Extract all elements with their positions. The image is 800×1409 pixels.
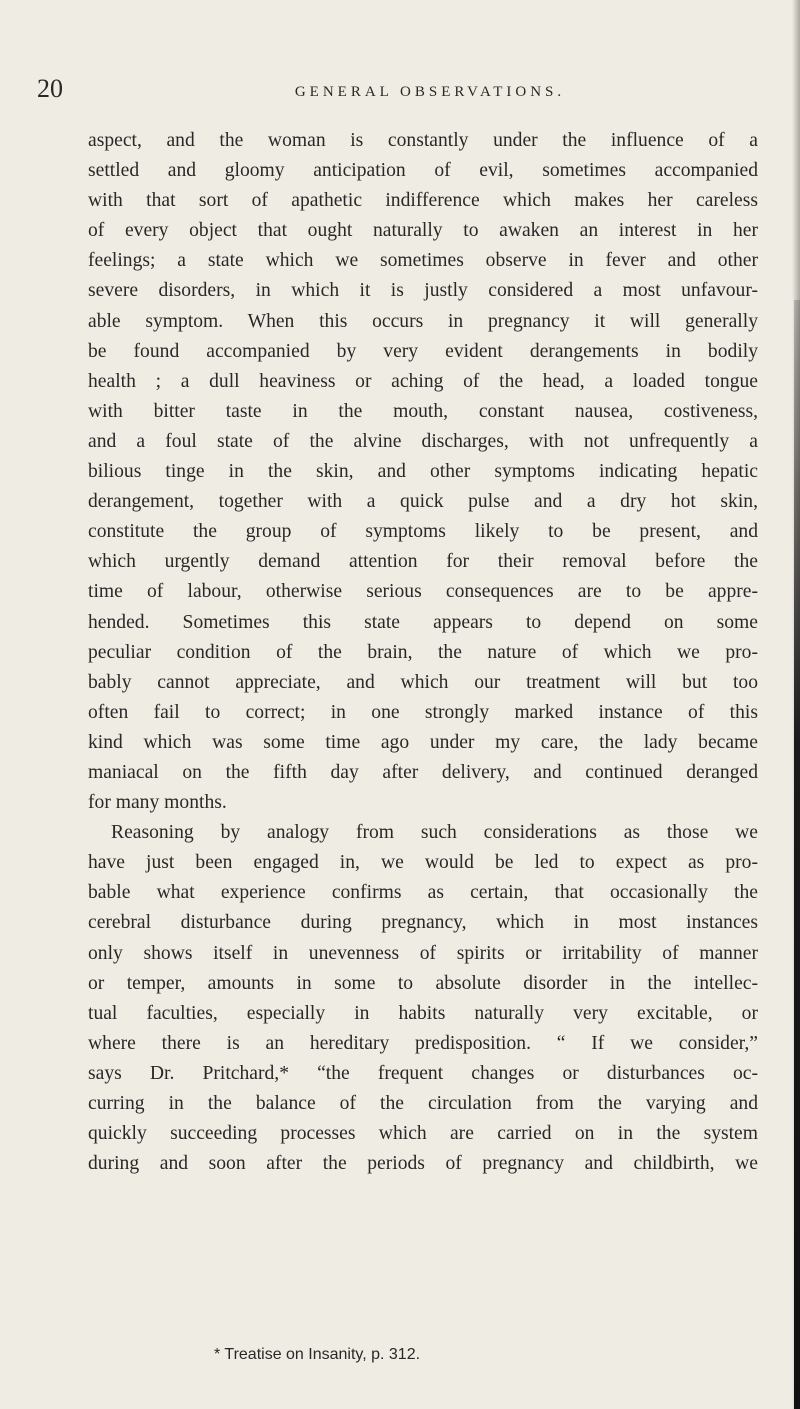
text-line: derangement, together with a quick pulse and a dry hot skin,: [88, 491, 758, 513]
text-line: time of labour, otherwise serious consequences are to be appre-: [88, 581, 758, 603]
text-line: health ; a dull heaviness or aching of the head, a loaded tongue: [88, 370, 758, 392]
text-line: kind which was some time ago under my care, the lady became: [88, 731, 758, 753]
text-line: have just been engaged in, we would be led to expect as pro-: [88, 852, 758, 874]
text-line: often fail to correct; in one strongly marked instance of this: [88, 701, 758, 723]
binding-edge: [794, 300, 800, 1409]
paragraph-start-line: Reasoning by analogy from such considerations as those we: [111, 822, 758, 844]
body-text: [88, 126, 758, 1179]
text-line: with that sort of apathetic indifference which makes her careless: [88, 190, 758, 212]
text-line: during and soon after the periods of pregnancy and childbirth, we: [88, 1153, 758, 1175]
text-line: for many months.: [88, 792, 227, 814]
text-line: settled and gloomy anticipation of evil, sometimes accompanied: [88, 160, 758, 182]
text-line: says Dr. Pritchard,* “the frequent changes or disturbances oc-: [88, 1062, 758, 1084]
text-line: where there is an hereditary predisposition. “ If we consider,”: [88, 1032, 758, 1054]
text-line: aspect, and the woman is constantly under the influence of a: [88, 130, 758, 151]
text-line: maniacal on the fifth day after delivery, and continued deranged: [88, 761, 758, 783]
footnote: * Treatise on Insanity, p. 312.: [214, 1346, 421, 1363]
text-line: feelings; a state which we sometimes observe in fever and other: [88, 250, 758, 272]
text-line: bable what experience confirms as certain, that occasionally the: [88, 882, 758, 904]
text-line: bably cannot appreciate, and which our treatment will but too: [88, 671, 758, 693]
running-head: GENERAL OBSERVATIONS.: [294, 84, 566, 100]
page-number: 20: [37, 74, 63, 103]
text-line: tual faculties, especially in habits naturally very excitable, or: [88, 1002, 758, 1024]
text-line: bilious tinge in the skin, and other symptoms indicating hepatic: [88, 461, 758, 483]
text-line: of every object that ought naturally to awaken an interest in her: [88, 220, 758, 242]
text-line: severe disorders, in which it is justly considered a most unfavour-: [88, 280, 758, 302]
text-line: which urgently demand attention for their removal before the: [88, 551, 758, 573]
text-line: and a foul state of the alvine discharges, with not unfrequently a: [88, 430, 758, 452]
text-line: be found accompanied by very evident derangements in bodily: [88, 340, 758, 362]
text-line: only shows itself in unevenness of spirits or irritability of manner: [88, 942, 758, 964]
text-line: constitute the group of symptoms likely to be present, and: [88, 521, 758, 543]
text-line: hended. Sometimes this state appears to depend on some: [88, 611, 758, 633]
text-line: or temper, amounts in some to absolute disorder in the intellec-: [88, 972, 758, 994]
text-line: cerebral disturbance during pregnancy, which in most instances: [88, 912, 758, 934]
text-line: with bitter taste in the mouth, constant nausea, costiveness,: [88, 400, 758, 422]
text-line: able symptom. When this occurs in pregnancy it will generally: [88, 310, 758, 332]
text-line: quickly succeeding processes which are carried on in the system: [88, 1123, 758, 1145]
text-line: curring in the balance of the circulation from the varying and: [88, 1093, 758, 1114]
text-line: peculiar condition of the brain, the nature of which we pro-: [88, 641, 758, 663]
